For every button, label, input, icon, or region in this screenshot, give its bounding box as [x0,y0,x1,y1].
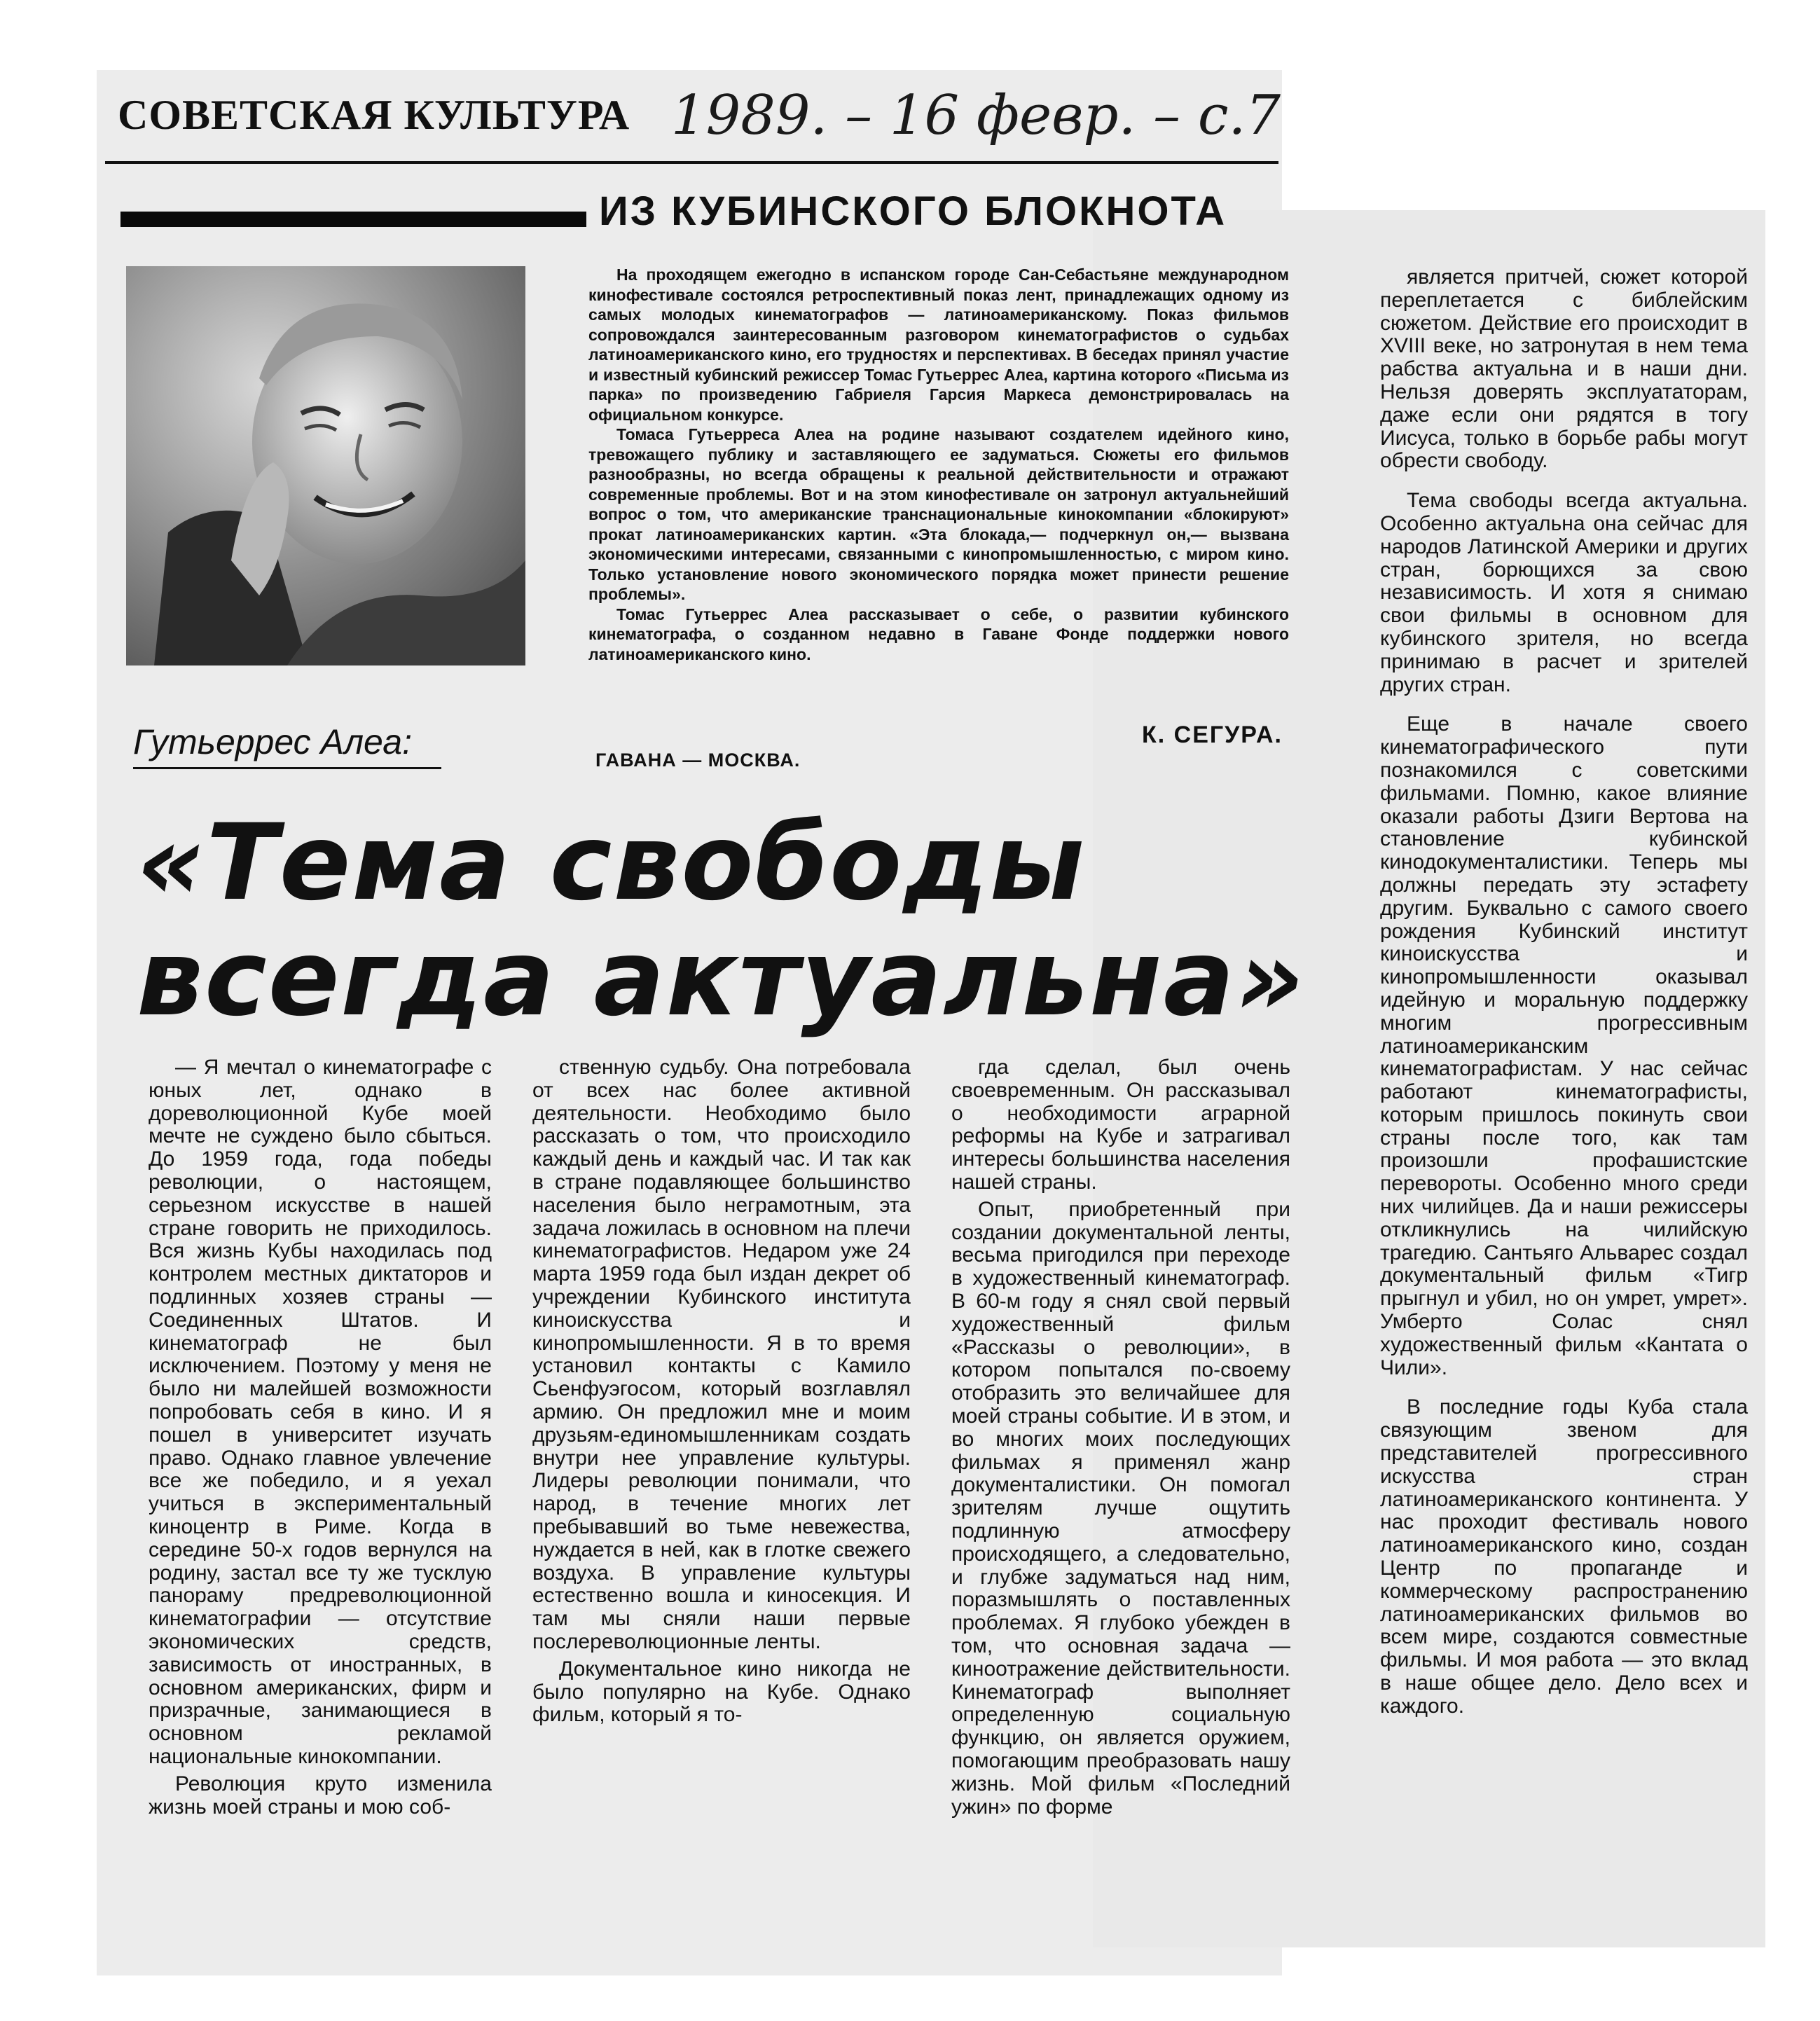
author-signature: К. СЕГУРА. [1142,722,1283,748]
newspaper-name: СОВЕТСКАЯ КУЛЬТУРА [118,92,630,138]
body-paragraph: Документальное кино никогда не было популярно на Кубе. Однако фильм, который я то- [532,1657,911,1727]
body-paragraph: — Я мечтал о кинематографе с юных лет, однако в дореволюционной Кубе моей мечте не суждено было сбыться. До 1959 года, года победы революции, о настоящем, серьезном искусстве в нашей стране говорить не приходилось. Вся жизнь Кубы находилась под контролем местных диктаторов и подлинных хозяев страны — Соединенных Штатов. И кинематограф не был исключением. Поэтому у меня не было ни малейшей возможности попробовать себя в кино. И я пошел в университет изучать право. Однако главное увлечение все же победило, и я уехал учиться в экспериментальный киноцентр в Риме. Когда в середине 50-х годов вернулся на родину, застал все ту же тусклую панораму предреволюционной кинематографии — отсутствие экономических средств, зависимость от иностранных, в основном американских, фирм и призрачные, занимающиеся в основном рекламой национальные кинокомпании. [149,1056,492,1768]
body-column-2 [532,1056,911,1727]
article-headline [137,802,1306,1040]
kicker-underline [133,767,441,769]
body-paragraph: является притчей, сюжет которой переплетается с библейским сюжетом. Действие его происходит в XVIII веке, но затронутая в нем тема рабства актуальна и в наши дни. Нельзя доверять эксплуататорам, даже если они рядятся в тогу Иисуса, только в борьбе рабы могут обрести свободу. [1380,265,1748,473]
body-paragraph: Опыт, приобретенный при создании документальной ленты, весьма пригодился при переходе в художественный кинематограф. В 60-м году я снял свой первый художественный фильм «Рассказы о революции», в котором попытался по-своему отобразить это величайшее для моей страны событие. И в этом, и во многих моих последующих фильмах я применял жанр документалистики. Он помогал зрителям лучше ощутить подлинную атмосферу происходящего, а следовательно, и глубже задуматься над ним, поразмышлять о поставленных проблемах. Я глубоко убежден в том, что основная задача — киноотражение действительности. Кинематограф выполняет определенную социальную функцию, он является оружием, помогающим преобразовать нашу жизнь. Мой фильм «Последний ужин» по форме [951,1197,1290,1819]
masthead-rule [105,161,1278,164]
headline-kicker: Гутьеррес Алеа: [133,722,412,761]
section-title: ИЗ КУБИНСКОГО БЛОКНОТА [599,188,1227,234]
headline-line: всегда актуальна» [137,918,1306,1040]
intro-paragraph: На проходящем ежегодно в испанском городе Сан-Себастьяне международном кинофестивале состоялся ретроспективный показ лент, принадлежащих одному из самых молодых кинематографов — латиноамериканскому. Показ фильмов сопровождался заинтересованным разговором кинематографистов о судьбах латиноамериканского кино, его трудностях и перспективах. В беседах принял участие и известный кубинский режиссер Томас Гутьеррес Алеа, картина которого «Письма из парка» по произведению Габриеля Гарсия Маркеса демонстрировалась на официальном конкурсе. [588,265,1289,424]
body-column-3 [951,1056,1290,1819]
dateline: ГАВАНА — МОСКВА. [595,750,801,771]
handwritten-date-note: 1989. – 16 февр. – с.7 [671,84,1281,147]
masthead [118,84,1282,168]
intro-paragraph: Томаса Гутьерреса Алеа на родине называют создателем идейного кино, тревожащего публику и заставляющего ее задуматься. Сюжеты его фильмов разнообразны, но всегда обращены к реальной действительности и отражают современные проблемы. Вот и на этом кинофестивале он затронул актуальнейший вопрос о том, что американские транснациональные кинокомпании «блокируют» прокат латиноамериканских картин. «Эта блокада,— подчеркнул он,— вызвана экономическими интересами, связанными с кинопромышленностью, с миром кино. Только установление нового экономического порядка может принести решение проблемы». [588,425,1289,603]
body-paragraph: ственную судьбу. Она потребовала от всех нас более активной деятельности. Необходимо было рассказать о том, что происходило каждый день и каждый час. И так как в стране подавляющее большинство населения было неграмотным, эта задача ложилась в основном на плечи кинематографистов. Недаром уже 24 марта 1959 года был издан декрет об учреждении Кубинского института киноискусства и кинопромышленности. Я в то время установил контакты с Камило Сьенфуэгосом, который возглавлял армию. Он предложил мне и моим друзьям-единомышленникам создать внутри нее управление культуры. Лидеры революции понимали, что народ, в течение многих лет пребывавший во тьме невежества, нуждается в ней, как в глотке свежего воздуха. В управление культуры естественно вошла и киносекция. И там мы сняли наши первые послереволюционные ленты. [532,1056,911,1653]
body-paragraph: В последние годы Куба стала связующим звеном для представителей прогрессивного искусства стран латиноамериканского континента. У нас проходит фестиваль нового латиноамериканского кино, создан Центр по пропаганде и коммерческому распространению латиноамериканских фильмов во всем мире, создаются совместные фильмы. И моя работа — это вклад в наше общее дело. Дело всех и каждого. [1380,1395,1748,1718]
body-column-4 [1380,266,1748,1718]
intro-text [588,265,1289,664]
body-paragraph: гда сделал, был очень своевременным. Он рассказывал о необходимости аграрной реформы на Кубе и затрагивал интересы большинства населения нашей страны. [951,1056,1290,1194]
section-bar [120,212,586,227]
body-column-1 [149,1056,492,1819]
body-paragraph: Революция круто изменила жизнь моей страны и мою соб- [149,1772,492,1819]
body-paragraph: Еще в начале своего кинематографического пути познакомился с советскими фильмами. Помню, какое влияние оказали работы Дзиги Вертова на становление кубинской кинодокументалистики. Теперь мы должны передать эту эстафету другим. Буквально с самого своего рождения Кубинский институт киноискусства и кинопромышленности оказывал идейную и моральную поддержку многим прогрессивным латиноамериканским кинематографистам. У нас сейчас работают кинематографисты, которым пришлось покинуть свои страны после того, как там произошли профашистские перевороты. Особенно много среди них чилийцев. Да и наши режиссеры откликнулись на чилийскую трагедию. Сантьяго Альварес создал документальный фильм «Тигр прыгнул и убил, но он умрет, умрет». Умберто Солас снял художественный фильм «Кантата о Чили». [1380,712,1748,1379]
body-paragraph: Тема свободы всегда актуальна. Особенно актуальна она сейчас для народов Латинской Америки и других стран, борющихся за свою независимость. И хотя я снимаю свои фильмы в основном для кубинского зрителя, но всегда принимаю в расчет и зрителей других стран. [1380,489,1748,696]
headline-line: «Тема свободы [137,802,1087,924]
portrait-illustration [126,266,525,665]
portrait-photo [126,266,525,665]
intro-paragraph: Томас Гутьеррес Алеа рассказывает о себе, о развитии кубинского кинематографа, о созданном недавно в Гаване Фонде поддержки нового латиноамериканского кино. [588,605,1289,663]
